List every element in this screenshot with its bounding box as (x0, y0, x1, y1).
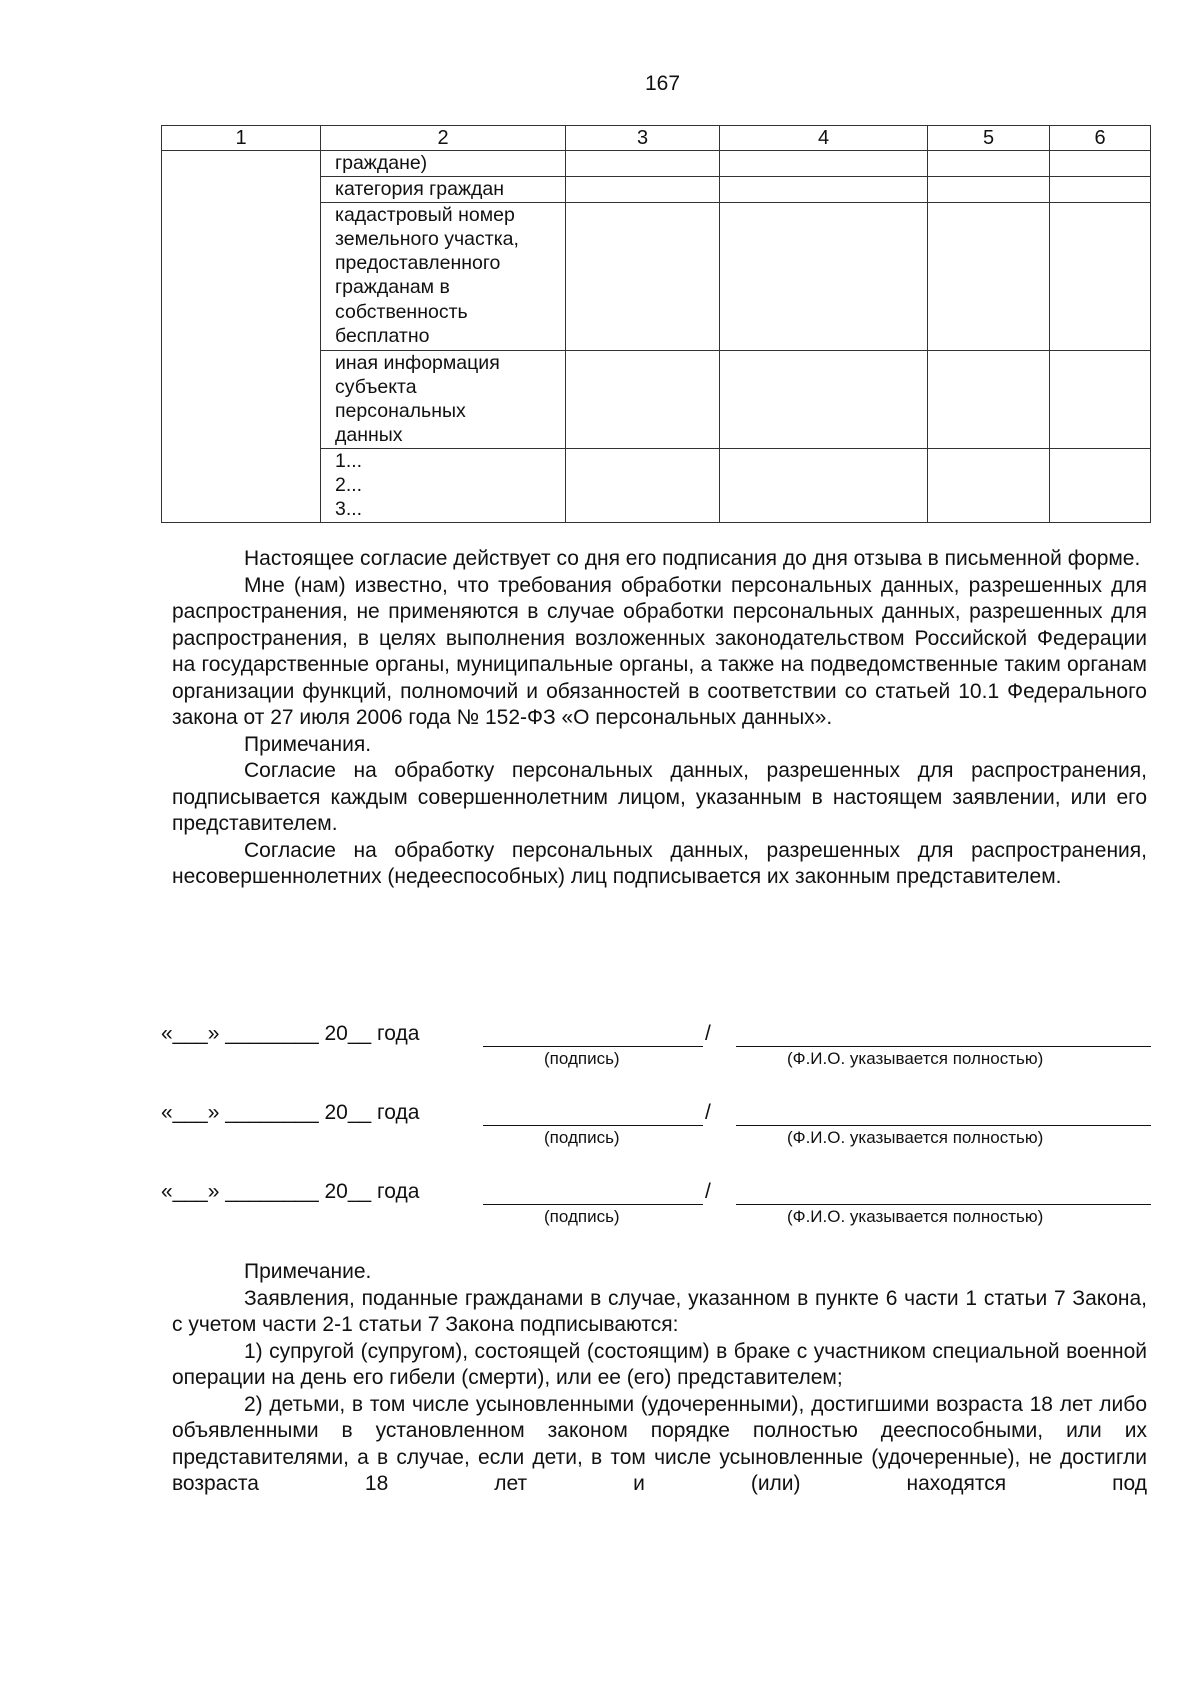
notes-heading: Примечание. (244, 1260, 372, 1283)
signature-caption: (подпись) (544, 1049, 620, 1068)
list-item: 1... (335, 449, 363, 472)
paragraph: Заявления, поданные гражданами в случае, указанном в пункте 6 части 1 статьи 7 Закона, с учетом части 2-1 статьи 7 Закона подписываются: (172, 1286, 1147, 1336)
column-header: 1 (162, 126, 321, 151)
table-cell: граждане) (321, 151, 566, 176)
date-field[interactable]: «___» ________ 20__ года (161, 1022, 420, 1045)
table-header-row (162, 126, 1151, 151)
table-cell: кадастровый номер земельного участка, предоставленного гражданам в собственность бесплатно (321, 202, 566, 350)
column-header: 2 (321, 126, 566, 151)
notes-text (172, 1259, 1147, 1498)
name-caption: (Ф.И.О. указывается полностью) (787, 1049, 1044, 1068)
paragraph: Примечания. (244, 732, 372, 756)
signature-caption: (подпись) (544, 1207, 620, 1226)
column-header: 6 (1050, 126, 1151, 151)
signature-row (161, 1101, 1151, 1161)
paragraph: 2) детьми, в том числе усыновленными (удочеренными), достигшими возраста 18 лет либо объявленными в установленном законом порядке полностью дееспособными, или их представителями, а в случае, если дети, в том числе усыновленные (удочеренные), не достигли возраста 18 лет и (или) находятся под (172, 1392, 1147, 1495)
table-cell (162, 151, 321, 522)
data-table (161, 125, 1151, 523)
paragraph: Мне (нам) известно, что требования обработки персональных данных, разрешенных для распространения, не применяются в случае обработки персональных данных, разрешенных для распространения, в целях выполнения возложенных законодательством Российской Федерации на государственные органы, муниципальные органы, а также на подведомственные таким органам организации функций, полномочий и обязанностей в соответствии со статьей 10.1 Федерального закона от 27 июля 2006 года № 152-ФЗ «О персональных данных». (172, 573, 1147, 729)
signature-line[interactable] (483, 1046, 703, 1047)
separator: / (705, 1180, 711, 1203)
column-header: 3 (566, 126, 720, 151)
signature-row (161, 1180, 1151, 1240)
list-item: 3... (335, 498, 363, 521)
signature-row (161, 1022, 1151, 1082)
name-line[interactable] (736, 1046, 1151, 1047)
name-line[interactable] (736, 1125, 1151, 1126)
column-header: 4 (720, 126, 928, 151)
table-cell: иная информация субъекта персональных данных (321, 350, 566, 448)
table-cell (321, 448, 566, 522)
date-field[interactable]: «___» ________ 20__ года (161, 1180, 420, 1203)
signature-line[interactable] (483, 1204, 703, 1205)
table-cell: категория граждан (321, 176, 566, 202)
consent-text (172, 546, 1147, 891)
table-row (162, 151, 1151, 176)
signature-caption: (подпись) (544, 1128, 620, 1147)
date-field[interactable]: «___» ________ 20__ года (161, 1101, 420, 1124)
page-number: 167 (644, 72, 681, 95)
name-caption: (Ф.И.О. указывается полностью) (787, 1207, 1044, 1226)
paragraph: Согласие на обработку персональных данных, разрешенных для распространения, подписывается каждым совершеннолетним лицом, указанным в настоящем заявлении, или его представителем. (172, 759, 1147, 835)
column-header: 5 (928, 126, 1050, 151)
name-line[interactable] (736, 1204, 1151, 1205)
paragraph: Настоящее согласие действует со дня его подписания до дня отзыва в письменной форме. (244, 547, 1141, 570)
name-caption: (Ф.И.О. указывается полностью) (787, 1128, 1044, 1147)
paragraph: Согласие на обработку персональных данных, разрешенных для распространения, несовершеннолетних (недееспособных) лиц подписывается их законным представителем. (172, 838, 1147, 888)
paragraph: 1) супругой (супругом), состоящей (состоящим) в браке с участником специальной военной операции на день его гибели (смерти), или ее (его) представителем; (172, 1339, 1147, 1389)
list-item: 2... (335, 474, 363, 497)
signature-line[interactable] (483, 1125, 703, 1126)
separator: / (705, 1022, 711, 1045)
separator: / (705, 1101, 711, 1124)
